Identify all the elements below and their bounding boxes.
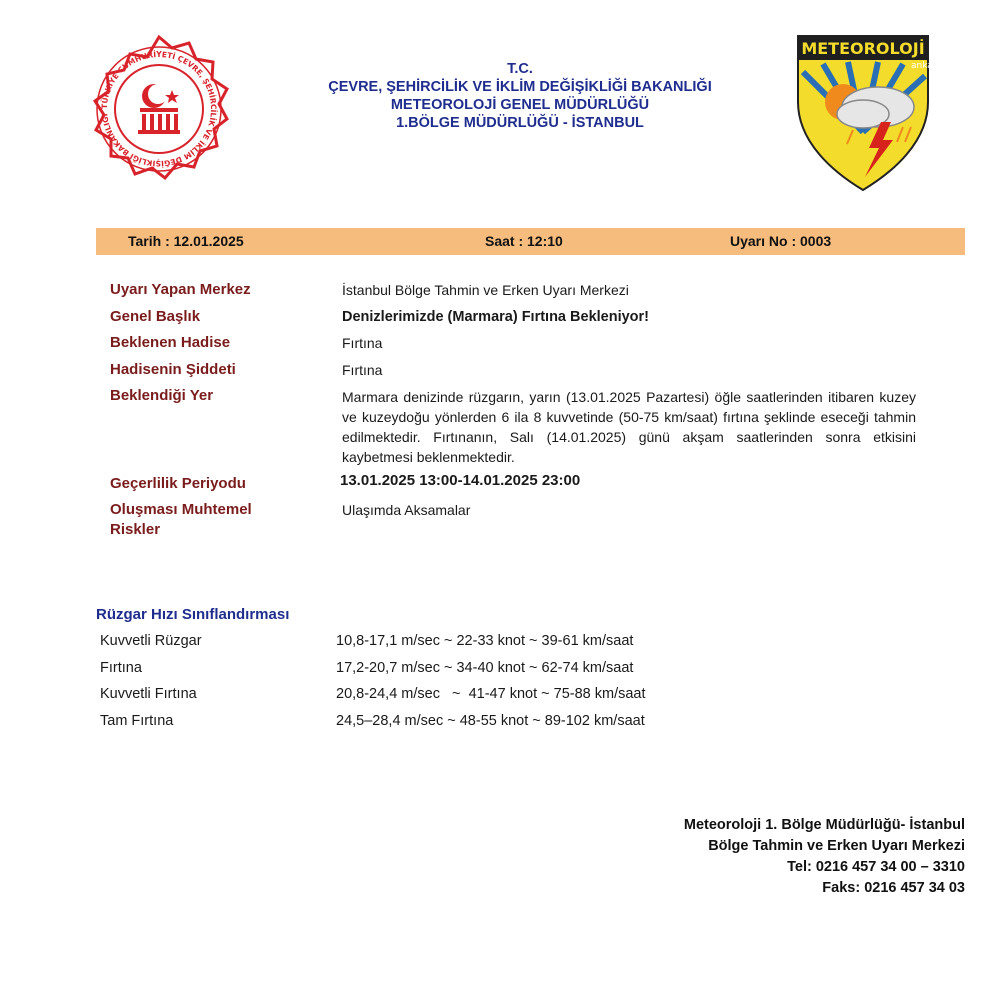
footer-phone: Tel: 0216 457 34 00 – 3310 — [787, 859, 965, 875]
center-label: Uyarı Yapan Merkez — [110, 281, 251, 298]
wind-row — [100, 686, 900, 706]
footer-contact — [684, 815, 965, 899]
info-bar — [96, 228, 965, 255]
title-label: Genel Başlık — [110, 308, 201, 325]
header-region: 1.BÖLGE MÜDÜRLÜĞÜ - İSTANBUL — [396, 115, 644, 131]
wind-class: Kuvvetli Rüzgar — [100, 633, 202, 649]
footer-center: Bölge Tahmin ve Erken Uyarı Merkezi — [708, 838, 965, 854]
document-header — [250, 60, 790, 132]
risks-label-line2: Riskler — [110, 521, 161, 538]
wind-values: 20,8-24,4 m/sec ~ 41-47 knot ~ 75-88 km/saat — [336, 686, 646, 702]
wind-class: Fırtına — [100, 660, 142, 676]
footer-office: Meteoroloji 1. Bölge Müdürlüğü- İstanbul — [683, 817, 965, 833]
ministry-seal-logo — [84, 34, 234, 184]
time-label: Saat : 12:10 — [485, 233, 563, 249]
meteoroloji-logo — [793, 32, 933, 192]
wind-values: 17,2-20,7 m/sec ~ 34-40 knot ~ 62-74 km/saat — [336, 660, 634, 676]
event-value: Fırtına — [342, 335, 383, 351]
watermark: anka — [911, 61, 933, 71]
risks-value: Ulaşımda Aksamalar — [342, 502, 471, 518]
wind-class: Kuvvetli Fırtına — [100, 686, 197, 702]
header-tc: T.C. — [507, 61, 533, 77]
seal-ring-text: TÜRKİYE CUMHURİYETİ ÇEVRE, ŞEHİRCİLİK VE İKLİM DEĞİŞİKLİĞİ BAKANLIĞI — [99, 49, 219, 169]
footer-fax: Faks: 0216 457 34 03 — [822, 880, 965, 896]
wind-classification-title: Rüzgar Hızı Sınıflandırması — [96, 606, 290, 623]
severity-label: Hadisenin Şiddeti — [110, 361, 236, 378]
risks-label-line1: Oluşması Muhtemel — [110, 501, 252, 518]
wind-class: Tam Fırtına — [100, 713, 174, 729]
wind-row — [100, 660, 900, 680]
location-value: Marmara denizinde rüzgarın, yarın (13.01.2025 Pazartesi) öğle saatlerinden itibaren kuzey ve kuzeydoğu yönlerden 6 ila 8 kuvvetinde (50-75 km/saat) fırtına şeklinde eseceği tahmin edilmektedir. Fırtınanın, Salı (14.01.2025) günü akşam saatlerinden sonra etkisini kaybetmesi beklenmektedir. — [342, 389, 916, 465]
severity-value: Fırtına — [342, 362, 383, 378]
center-value: İstanbul Bölge Tahmin ve Erken Uyarı Merkezi — [342, 282, 629, 298]
wind-row — [100, 713, 900, 733]
header-directorate: METEOROLOJİ GENEL MÜDÜRLÜĞÜ — [390, 97, 650, 113]
event-label: Beklenen Hadise — [110, 334, 231, 351]
logo-text: METEOROLOJİ — [801, 39, 925, 58]
wind-values: 24,5–28,4 m/sec ~ 48-55 knot ~ 89-102 km/saat — [336, 713, 645, 729]
risks-label — [110, 500, 252, 540]
date-label: Tarih : 12.01.2025 — [128, 233, 244, 249]
validity-label: Geçerlilik Periyodu — [110, 475, 246, 492]
validity-value: 13.01.2025 13:00-14.01.2025 23:00 — [340, 472, 581, 489]
header-ministry: ÇEVRE, ŞEHİRCİLİK VE İKLİM DEĞİŞİKLİĞİ BAKANLIĞI — [328, 79, 712, 95]
wind-values: 10,8-17,1 m/sec ~ 22-33 knot ~ 39-61 km/saat — [336, 633, 634, 649]
wind-row — [100, 633, 900, 653]
warning-number-label: Uyarı No : 0003 — [730, 233, 832, 249]
title-value: Denizlerimizde (Marmara) Fırtına Bekleniyor! — [342, 309, 649, 325]
location-label: Beklendiği Yer — [110, 387, 214, 404]
